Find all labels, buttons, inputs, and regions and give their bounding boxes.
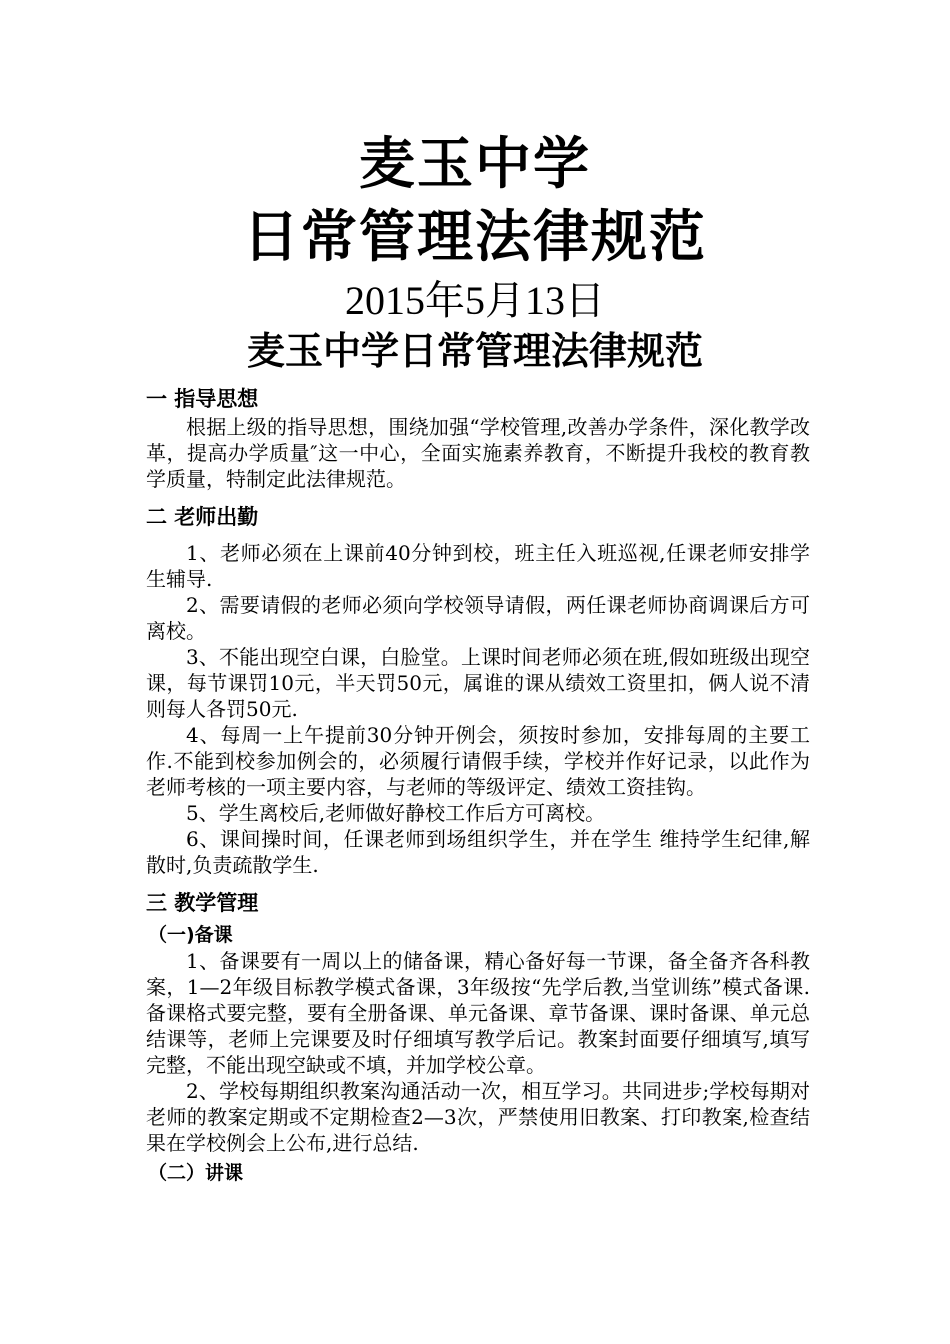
paragraph: 3、不能出现空白课，白脸堂。上课时间老师必须在班,假如班级出现空课，每节课罚10元，半天罚50元，属谁的课从绩效工资里扣，俩人说不清则每人各罚50元.: [146, 645, 810, 721]
paragraph: 1、老师必须在上课前40分钟到校，班主任入班巡视,任课老师安排学生辅导.: [146, 541, 810, 591]
paragraph: 1、备课要有一周以上的储备课，精心备好每一节课，备全备齐各科教案，1—2年级目标教学模式备课，3年级按“先学后教,当堂训练”模式备课.备课格式要完整，要有全册备课、单元备课、章节备课、课时备课、单元总结课等，老师上完课要及时仔细填写教学后记。教案封面要仔细填写,填写完整，不能出现空缺或不填，并加学校公章。: [146, 949, 810, 1077]
paragraph: 6、课间操时间，任课老师到场组织学生，并在学生 维持学生纪律,解散时,负责疏散学生.: [146, 827, 810, 877]
section-heading-guiding-ideology: 一 指导思想: [146, 387, 259, 411]
paragraph: 4、每周一上午提前30分钟开例会，须按时参加，安排每周的主要工作.不能到校参加例会的，必须履行请假手续，学校并作好记录，以此作为老师考核的一项主要内容，与老师的等级评定、绩效工资挂钩。: [146, 723, 810, 799]
paragraph: 2、学校每期组织教案沟通活动一次，相互学习。共同进步;学校每期对老师的教案定期或不定期检查2—3次，严禁使用旧教案、打印教案,检查结果在学校例会上公布,进行总结.: [146, 1079, 810, 1155]
document-subtitle: 麦玉中学日常管理法律规范: [246, 329, 703, 373]
document-title-school: 麦玉中学: [359, 132, 591, 197]
document-title-regulation: 日常管理法律规范: [243, 205, 707, 270]
paragraph: 根据上级的指导思想，围绕加强“学校管理,改善办学条件，深化教学改革，提高办学质量″这一中心，全面实施素养教育，不断提升我校的教育教学质量，特制定此法律规范。: [146, 415, 810, 491]
spacer: [146, 532, 810, 540]
subsection-heading-lecturing: （二）讲课: [148, 1162, 244, 1184]
section-heading-teacher-attendance: 二 老师出勤: [146, 505, 259, 529]
paragraph: 5、学生离校后,老师做好静校工作后方可离校。: [186, 801, 606, 825]
subsection-heading-lesson-prep: （一)备课: [148, 924, 233, 946]
document-body: [146, 384, 810, 1186]
section-heading-teaching-management: 三 教学管理: [146, 891, 259, 915]
paragraph: 2、需要请假的老师必须向学校领导请假，两任课老师协商调课后方可离校。: [146, 593, 810, 643]
document-date: 2015年5月13日: [345, 278, 605, 323]
